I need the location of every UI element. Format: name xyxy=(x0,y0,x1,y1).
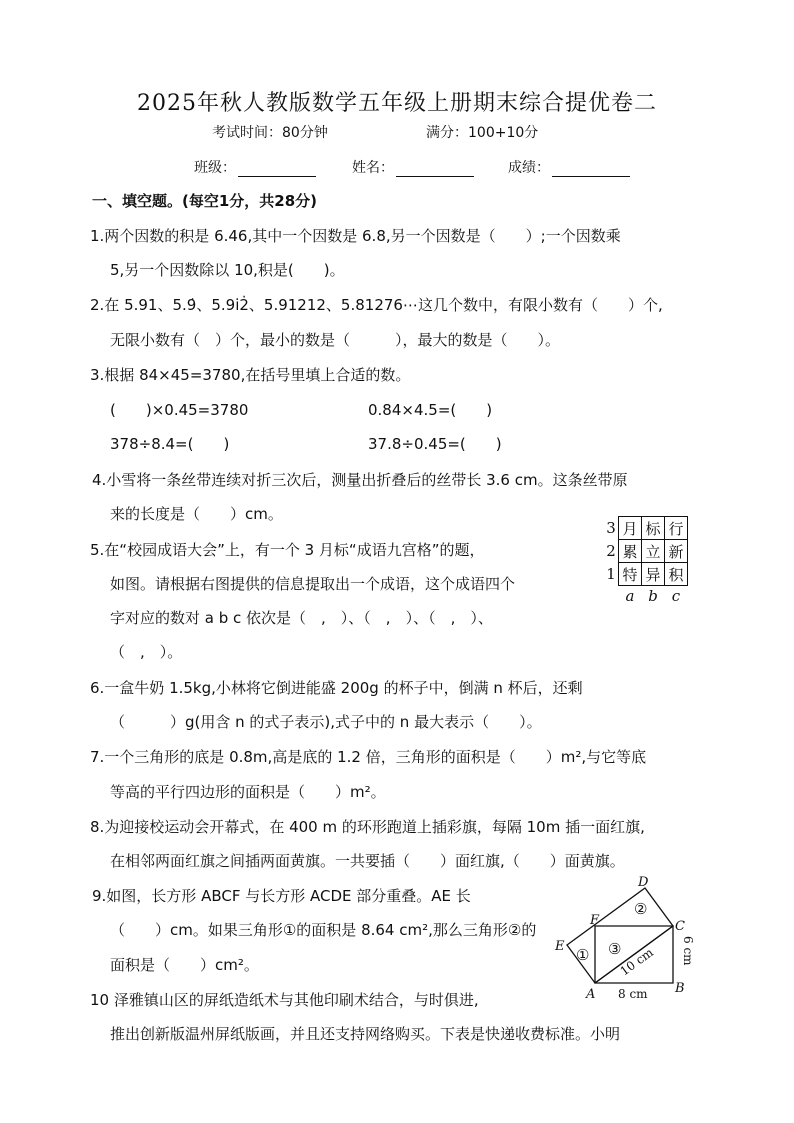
q9-line3: 面积是（ ）cm²。 xyxy=(110,956,259,974)
dim-bottom: 8 cm xyxy=(618,987,648,1001)
name-field xyxy=(352,157,474,177)
q2-line2: 无限小数有（ ）个，最小的数是（ ），最大的数是（ ）。 xyxy=(110,331,561,349)
q8-line1: 8.为迎接校运动会开幕式，在 400 m 的环形跑道上插彩旗，每隔 10m 插一面红旗, xyxy=(90,818,645,836)
q8-line2: 在相邻两面红旗之间插两面黄旗。一共要插（ ）面红旗,（ ）面黄旗。 xyxy=(110,852,625,870)
section-heading: 一、填空题。(每空1分，共28分) xyxy=(92,192,318,210)
q3-item-d: 37.8÷0.45=( ) xyxy=(368,435,502,453)
col-label: b xyxy=(648,587,658,605)
q5-line4: （ , ）。 xyxy=(110,643,183,661)
q10-line1: 10 泽雅镇山区的屏纸造纸术与其他印刷术结合，与时俱进, xyxy=(90,991,479,1009)
q7-line2: 等高的平行四边形的面积是（ ）m²。 xyxy=(110,783,386,801)
class-field xyxy=(194,157,316,177)
q3-item-c: 378÷8.4=( ) xyxy=(110,435,230,453)
q3-line1: 3.根据 84×45=3780,在括号里填上合适的数。 xyxy=(90,366,411,384)
class-label: 班级： xyxy=(194,160,236,176)
region-2: ② xyxy=(634,900,648,918)
row-number: 2 xyxy=(606,542,616,560)
q5-line2: 如图。请根据右图提供的信息提取出一个成语，这个成语四个 xyxy=(110,575,516,593)
dim-right: 6 cm xyxy=(681,936,695,966)
grid-cell: 标 xyxy=(642,517,665,540)
page-title: 2025年秋人教版数学五年级上册期末综合提优卷二 xyxy=(137,91,657,116)
grid-cell: 异 xyxy=(642,563,665,586)
rectangle-figure xyxy=(550,875,695,1009)
label-d: D xyxy=(638,875,649,890)
label-a: A xyxy=(586,987,596,1002)
row-number: 3 xyxy=(606,519,616,537)
grid-cell: 积 xyxy=(665,563,688,586)
col-label: a xyxy=(625,587,635,605)
class-blank[interactable] xyxy=(238,160,316,177)
q3-item-b: 0.84×4.5=( ) xyxy=(368,401,493,419)
col-label: c xyxy=(671,587,681,605)
q9-line1: 9.如图，长方形 ABCF 与长方形 ACDE 部分重叠。AE 长 xyxy=(92,887,471,905)
grid-cell: 行 xyxy=(665,517,688,540)
grid-cell: 月 xyxy=(619,517,642,540)
grid-cell: 立 xyxy=(642,540,665,563)
name-label: 姓名： xyxy=(352,160,394,176)
label-b: B xyxy=(675,981,685,996)
region-3: ③ xyxy=(608,940,622,958)
q5-line1: 5.在“校园成语大会”上，有一个 3 月标“成语九宫格”的题， xyxy=(90,541,485,559)
q10-line2: 推出创新版温州屏纸版画，并且还支持网络购买。下表是快递收费标准。小明 xyxy=(110,1025,621,1043)
q9-line2: （ ）cm。如果三角形①的面积是 8.64 cm²,那么三角形②的 xyxy=(110,921,537,939)
q6-line2: （ ）g(用含 n 的式子表示),式子中的 n 最大表示（ ）。 xyxy=(110,713,542,731)
full-score: 满分：100+10分 xyxy=(426,125,539,141)
q6-line1: 6.一盒牛奶 1.5kg,小林将它倒进能盛 200g 的杯子中，倒满 n 杯后，还剩 xyxy=(90,679,583,697)
q3-item-a: ( )×0.45=3780 xyxy=(110,401,249,419)
grid-cell: 累 xyxy=(619,540,642,563)
label-c: C xyxy=(675,919,685,934)
grid-cell: 特 xyxy=(619,563,642,586)
q1-line1: 1.两个因数的积是 6.46,其中一个因数是 6.8,另一个因数是（ ）;一个因数乘 xyxy=(90,227,621,245)
q4-line2: 来的长度是（ ）cm。 xyxy=(110,505,283,523)
label-e: E xyxy=(555,939,565,954)
q4-line1: 4.小雪将一条丝带连续对折三次后，测量出折叠后的丝带长 3.6 cm。这条丝带原 xyxy=(92,471,628,489)
dim-diag: 10 cm xyxy=(617,945,656,979)
idiom-grid xyxy=(604,516,688,606)
grid-cell: 新 xyxy=(665,540,688,563)
score-field xyxy=(508,157,630,177)
q5-line3: 字对应的数对 a b c 依次是（ , ）、（ , ）、（ , ）、 xyxy=(110,609,493,627)
label-f: F xyxy=(590,913,600,928)
region-1: ① xyxy=(576,946,590,964)
score-blank[interactable] xyxy=(552,160,630,177)
exam-time: 考试时间：80分钟 xyxy=(212,125,328,141)
name-blank[interactable] xyxy=(396,160,474,177)
q1-line2: 5,另一个因数除以 10,积是( )。 xyxy=(110,261,345,279)
q7-line1: 7.一个三角形的底是 0.8m,高是底的 1.2 倍，三角形的面积是（ ）m²,与它等底 xyxy=(90,748,647,766)
q2-line1: 2.在 5.91、5.9̇、5.9i̇2̇、5.91212、5.81276⋯这几个数中，有限小数有（ ）个, xyxy=(90,296,663,314)
row-number: 1 xyxy=(606,565,616,583)
score-label: 成绩： xyxy=(508,160,550,176)
